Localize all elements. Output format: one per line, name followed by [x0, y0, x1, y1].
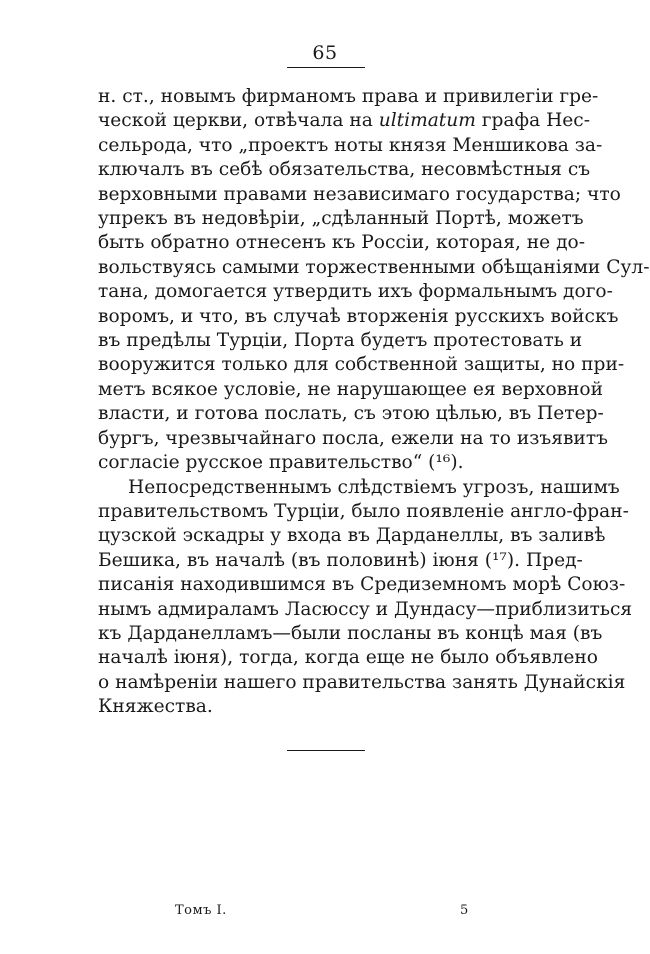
volume-signature: Томъ I.	[175, 903, 227, 918]
text-line: писанія находившимся въ Средиземномъ морѣ Союз-	[98, 574, 626, 596]
text-line: Непосредственнымъ слѣдствіемъ угрозъ, нашимъ	[128, 476, 620, 498]
text-line: ческой церкви, отвѣчала на ultimatum графа Нес-	[98, 110, 590, 132]
body-text	[98, 85, 650, 720]
italic-term: ultimatum	[378, 110, 476, 132]
text-line: верховными правами независимаго государства; что	[98, 183, 621, 205]
text-line: правительствомъ Турціи, было появленіе англо-фран-	[98, 500, 629, 522]
text-line: ключалъ въ себѣ обязательства, несовмѣстныя съ	[98, 159, 591, 181]
page-number: 65	[312, 42, 338, 64]
text-line: вооружится только для собственной защиты, но при-	[98, 354, 625, 376]
text-line: метъ всякое условіе, не нарушающее ея верховной	[98, 378, 603, 400]
header-rule	[287, 67, 365, 68]
text-line: сельрода, что „проектъ ноты князя Меншикова за-	[98, 134, 603, 156]
text-line: тана, домогается утвердить ихъ формальнымъ дого-	[98, 281, 613, 303]
text-line: Княжества.	[98, 696, 213, 718]
text-line: н. ст., новымъ фирманомъ права и привилегіи гре-	[98, 86, 599, 107]
text-line: Бешика, въ началѣ (въ половинѣ) іюня (¹⁷). Пред-	[98, 549, 583, 571]
text-line: въ предѣлы Турціи, Порта будетъ протестовать и	[98, 330, 583, 352]
text-line: упрекъ въ недовѣріи, „сдѣланный Портѣ, можетъ	[98, 208, 584, 230]
text-line: о намѣреніи нашего правительства занять Дунайскія	[98, 671, 626, 693]
section-end-rule	[287, 750, 365, 751]
text-line: власти, и готова послать, съ этою цѣлью, въ Петер-	[98, 403, 604, 425]
text-line: бургъ, чрезвычайнаго посла, ежели на то изъявитъ	[98, 427, 608, 449]
text-line: къ Дарданелламъ—были посланы въ концѣ мая (въ	[98, 622, 603, 644]
text-line: быть обратно отнесенъ къ Россіи, которая, не до-	[98, 232, 586, 254]
text-line: цузской эскадры у входа въ Дарданеллы, въ заливѣ	[98, 525, 606, 547]
text-line: началѣ іюня), тогда, когда еще не было объявлено	[98, 647, 598, 669]
text-line: согласіе русское правительство“ (¹⁶).	[98, 452, 464, 474]
paragraph-1	[98, 85, 650, 476]
text-line: воромъ, и что, въ случаѣ вторженія русскихъ войскъ	[98, 305, 619, 327]
text-line: нымъ адмираламъ Ласюссу и Дундасу—приблизиться	[98, 598, 633, 620]
text-line: вольствуясь самыми торжественными обѣщаніями Сул-	[98, 256, 650, 278]
paragraph-2	[98, 476, 633, 720]
sheet-signature: 5	[460, 903, 469, 918]
